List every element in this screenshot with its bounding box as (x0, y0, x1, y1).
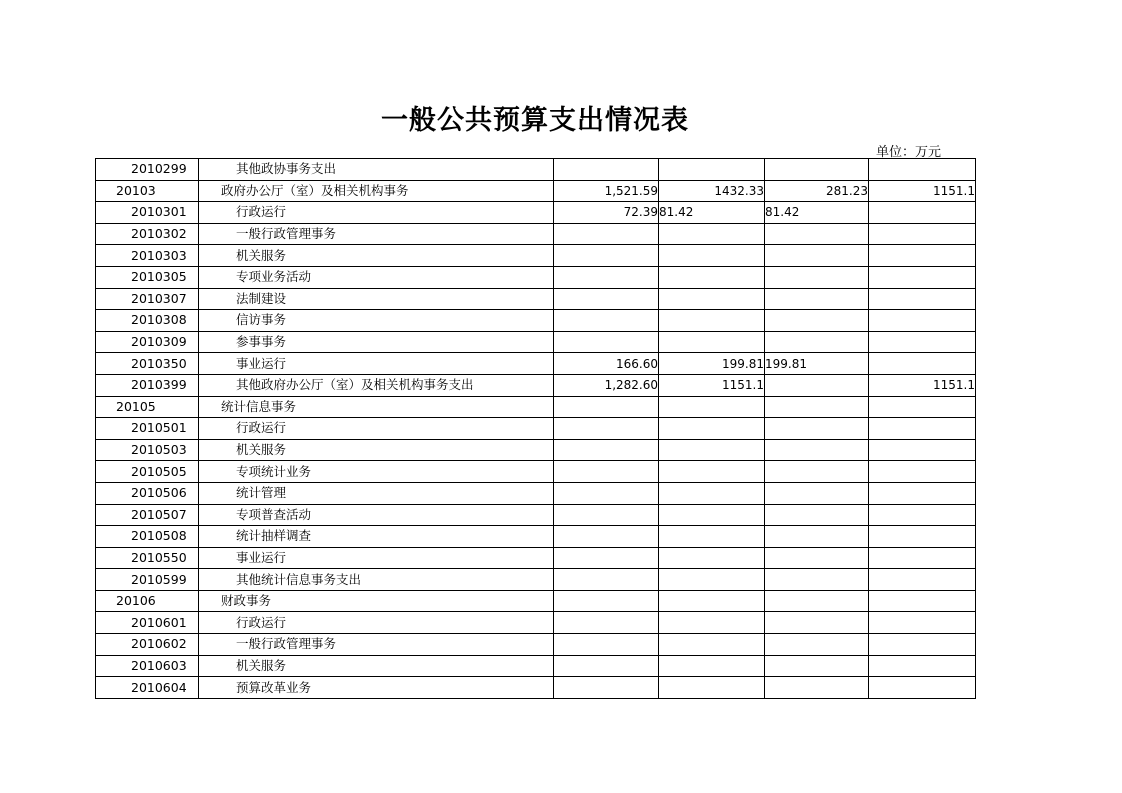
cell-amount-c3 (765, 396, 869, 418)
cell-amount-c4 (869, 310, 976, 332)
cell-amount-c2 (659, 223, 765, 245)
table-row (96, 310, 976, 332)
cell-amount-c1 (554, 482, 659, 504)
cell-amount-c4 (869, 418, 976, 440)
cell-name: 参事事务 (199, 331, 554, 353)
cell-amount-c2 (659, 245, 765, 267)
cell-name: 法制建设 (199, 288, 554, 310)
cell-amount-c1 (554, 223, 659, 245)
cell-code: 2010350 (96, 353, 199, 375)
cell-name: 事业运行 (199, 547, 554, 569)
cell-amount-c3 (765, 439, 869, 461)
cell-amount-c3 (765, 288, 869, 310)
table-row (96, 547, 976, 569)
cell-amount-c3 (765, 418, 869, 440)
budget-table (95, 158, 976, 699)
cell-amount-c1 (554, 288, 659, 310)
cell-amount-c1 (554, 569, 659, 591)
cell-amount-c2 (659, 159, 765, 181)
cell-code: 2010501 (96, 418, 199, 440)
cell-amount-c4 (869, 612, 976, 634)
cell-amount-c3 (765, 374, 869, 396)
cell-amount-c4 (869, 482, 976, 504)
cell-amount-c2 (659, 590, 765, 612)
cell-amount-c3 (765, 266, 869, 288)
cell-amount-c4 (869, 439, 976, 461)
cell-name: 专项统计业务 (199, 461, 554, 483)
cell-name: 其他政协事务支出 (199, 159, 554, 181)
cell-amount-c2: 199.81 (659, 353, 765, 375)
cell-name: 其他政府办公厅（室）及相关机构事务支出 (199, 374, 554, 396)
cell-name: 财政事务 (199, 590, 554, 612)
cell-code: 2010603 (96, 655, 199, 677)
cell-amount-c2: 1151.1 (659, 374, 765, 396)
cell-amount-c1 (554, 418, 659, 440)
cell-amount-c4: 1151.1 (869, 180, 976, 202)
cell-amount-c2: 81.42 (659, 202, 765, 224)
table-row (96, 590, 976, 612)
cell-amount-c3 (765, 159, 869, 181)
cell-amount-c1 (554, 245, 659, 267)
cell-amount-c2: 1432.33 (659, 180, 765, 202)
cell-amount-c4 (869, 396, 976, 418)
cell-amount-c4 (869, 202, 976, 224)
cell-name: 预算改革业务 (199, 677, 554, 699)
cell-code: 2010305 (96, 266, 199, 288)
cell-code: 20103 (96, 180, 199, 202)
cell-name: 专项业务活动 (199, 266, 554, 288)
table-row (96, 180, 976, 202)
cell-amount-c2 (659, 439, 765, 461)
cell-code: 2010503 (96, 439, 199, 461)
cell-amount-c4 (869, 331, 976, 353)
cell-amount-c3 (765, 612, 869, 634)
cell-amount-c3: 199.81 (765, 353, 869, 375)
cell-amount-c4: 1151.1 (869, 374, 976, 396)
cell-amount-c4 (869, 526, 976, 548)
table-row (96, 223, 976, 245)
cell-amount-c3: 281.23 (765, 180, 869, 202)
unit-label: 单位：万元 (876, 145, 942, 160)
cell-name: 一般行政管理事务 (199, 223, 554, 245)
cell-amount-c3 (765, 655, 869, 677)
cell-code: 20106 (96, 590, 199, 612)
cell-amount-c1 (554, 504, 659, 526)
cell-amount-c4 (869, 223, 976, 245)
cell-amount-c2 (659, 396, 765, 418)
cell-name: 统计抽样调查 (199, 526, 554, 548)
cell-amount-c2 (659, 655, 765, 677)
table-row (96, 245, 976, 267)
cell-amount-c2 (659, 526, 765, 548)
cell-amount-c3 (765, 482, 869, 504)
cell-amount-c2 (659, 310, 765, 332)
table-row (96, 677, 976, 699)
cell-amount-c1 (554, 526, 659, 548)
cell-amount-c2 (659, 482, 765, 504)
table-row (96, 418, 976, 440)
cell-amount-c2 (659, 266, 765, 288)
cell-code: 2010309 (96, 331, 199, 353)
cell-amount-c1 (554, 612, 659, 634)
table-row (96, 482, 976, 504)
cell-name: 行政运行 (199, 202, 554, 224)
cell-amount-c4 (869, 159, 976, 181)
cell-name: 政府办公厅（室）及相关机构事务 (199, 180, 554, 202)
cell-amount-c3 (765, 504, 869, 526)
table-row (96, 655, 976, 677)
cell-amount-c4 (869, 353, 976, 375)
cell-amount-c1 (554, 396, 659, 418)
cell-amount-c2 (659, 677, 765, 699)
cell-amount-c2 (659, 288, 765, 310)
cell-amount-c1 (554, 331, 659, 353)
cell-code: 2010550 (96, 547, 199, 569)
cell-code: 2010299 (96, 159, 199, 181)
cell-amount-c1: 72.39 (554, 202, 659, 224)
table-row (96, 288, 976, 310)
cell-code: 2010308 (96, 310, 199, 332)
table-row (96, 461, 976, 483)
cell-name: 其他统计信息事务支出 (199, 569, 554, 591)
table-row (96, 504, 976, 526)
cell-amount-c1 (554, 461, 659, 483)
cell-code: 2010602 (96, 634, 199, 656)
table-row (96, 526, 976, 548)
cell-amount-c4 (869, 288, 976, 310)
table-row (96, 634, 976, 656)
cell-code: 2010301 (96, 202, 199, 224)
cell-amount-c1 (554, 310, 659, 332)
cell-amount-c1 (554, 439, 659, 461)
cell-amount-c1: 1,521.59 (554, 180, 659, 202)
cell-amount-c2 (659, 634, 765, 656)
cell-amount-c3 (765, 245, 869, 267)
cell-code: 2010506 (96, 482, 199, 504)
cell-code: 2010601 (96, 612, 199, 634)
cell-amount-c1: 1,282.60 (554, 374, 659, 396)
cell-name: 信访事务 (199, 310, 554, 332)
cell-amount-c3 (765, 223, 869, 245)
cell-amount-c4 (869, 547, 976, 569)
cell-amount-c1 (554, 547, 659, 569)
cell-amount-c4 (869, 245, 976, 267)
cell-name: 行政运行 (199, 612, 554, 634)
cell-code: 2010508 (96, 526, 199, 548)
cell-name: 行政运行 (199, 418, 554, 440)
cell-amount-c2 (659, 461, 765, 483)
cell-name: 统计信息事务 (199, 396, 554, 418)
cell-amount-c1 (554, 677, 659, 699)
cell-code: 2010307 (96, 288, 199, 310)
cell-amount-c1 (554, 655, 659, 677)
cell-amount-c3 (765, 526, 869, 548)
cell-amount-c1: 166.60 (554, 353, 659, 375)
table-row (96, 353, 976, 375)
cell-name: 一般行政管理事务 (199, 634, 554, 656)
cell-code: 20105 (96, 396, 199, 418)
page-title: 一般公共预算支出情况表 (381, 105, 689, 136)
cell-amount-c3 (765, 461, 869, 483)
cell-code: 2010302 (96, 223, 199, 245)
cell-code: 2010599 (96, 569, 199, 591)
cell-code: 2010507 (96, 504, 199, 526)
table-row (96, 396, 976, 418)
cell-code: 2010303 (96, 245, 199, 267)
cell-name: 事业运行 (199, 353, 554, 375)
cell-amount-c4 (869, 569, 976, 591)
cell-amount-c3 (765, 677, 869, 699)
cell-name: 机关服务 (199, 655, 554, 677)
table-row (96, 159, 976, 181)
cell-code: 2010604 (96, 677, 199, 699)
table-row (96, 202, 976, 224)
cell-amount-c2 (659, 569, 765, 591)
table-row (96, 266, 976, 288)
cell-amount-c4 (869, 461, 976, 483)
cell-amount-c4 (869, 655, 976, 677)
cell-amount-c2 (659, 504, 765, 526)
cell-name: 专项普查活动 (199, 504, 554, 526)
cell-amount-c4 (869, 266, 976, 288)
cell-amount-c1 (554, 634, 659, 656)
table-row (96, 331, 976, 353)
table-row (96, 439, 976, 461)
cell-amount-c2 (659, 612, 765, 634)
cell-amount-c2 (659, 331, 765, 353)
table-row (96, 374, 976, 396)
table-row (96, 569, 976, 591)
cell-amount-c1 (554, 590, 659, 612)
cell-amount-c4 (869, 677, 976, 699)
cell-code: 2010505 (96, 461, 199, 483)
cell-amount-c1 (554, 266, 659, 288)
cell-amount-c3 (765, 569, 869, 591)
cell-amount-c3 (765, 590, 869, 612)
cell-amount-c4 (869, 634, 976, 656)
cell-amount-c2 (659, 547, 765, 569)
cell-amount-c4 (869, 504, 976, 526)
table-row (96, 612, 976, 634)
cell-amount-c3 (765, 547, 869, 569)
cell-amount-c2 (659, 418, 765, 440)
cell-code: 2010399 (96, 374, 199, 396)
cell-amount-c3 (765, 310, 869, 332)
cell-name: 机关服务 (199, 245, 554, 267)
cell-name: 统计管理 (199, 482, 554, 504)
budget-table-body (96, 159, 976, 699)
cell-name: 机关服务 (199, 439, 554, 461)
cell-amount-c3 (765, 634, 869, 656)
cell-amount-c4 (869, 590, 976, 612)
cell-amount-c3: 81.42 (765, 202, 869, 224)
cell-amount-c3 (765, 331, 869, 353)
cell-amount-c1 (554, 159, 659, 181)
